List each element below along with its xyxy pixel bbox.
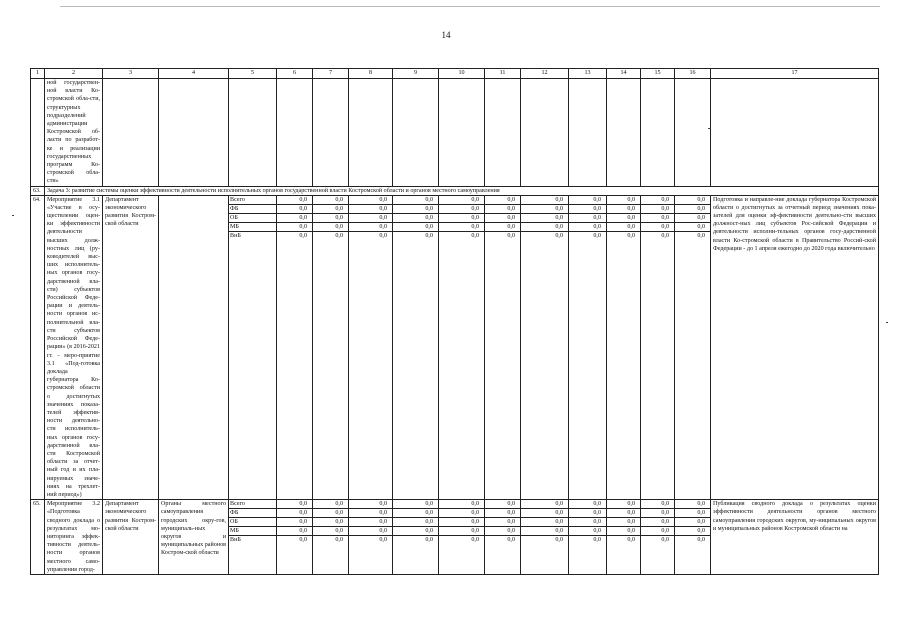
amount-value: 0,0 xyxy=(313,204,348,213)
amount-value: 0,0 xyxy=(521,204,568,213)
amount-value: 0,0 xyxy=(675,204,710,213)
scan-speck xyxy=(708,128,710,129)
amount-value: 0,0 xyxy=(439,509,484,518)
value-cell xyxy=(313,195,349,500)
value-cell xyxy=(485,500,521,575)
column-header: 1 xyxy=(31,69,45,79)
funding-source: ВнБ xyxy=(230,232,241,239)
row-number-cell: 63. xyxy=(31,186,45,195)
amount-value: 0,0 xyxy=(661,537,669,544)
value-cell xyxy=(607,500,641,575)
amount-value: 0,0 xyxy=(521,518,568,527)
amount-value: 0,0 xyxy=(349,196,392,205)
column-header: 17 xyxy=(711,69,879,79)
row-number-cell xyxy=(31,79,45,187)
amount-value: 0,0 xyxy=(277,509,312,518)
value-cell xyxy=(439,195,485,500)
scan-speck xyxy=(12,215,14,216)
amount-value: 0,0 xyxy=(675,509,710,518)
amount-value: 0,0 xyxy=(569,222,606,231)
amount-value: 0,0 xyxy=(521,500,568,509)
source-cell xyxy=(229,500,277,575)
amount-value: 0,0 xyxy=(569,204,606,213)
amount-value: 0,0 xyxy=(521,213,568,222)
value-cell xyxy=(641,500,675,575)
amount-value: 0,0 xyxy=(349,518,392,527)
value-cell xyxy=(569,195,607,500)
amount-value: 0,0 xyxy=(349,222,392,231)
column-header: 3 xyxy=(103,69,159,79)
amount-value: 0,0 xyxy=(521,509,568,518)
amount-value: 0,0 xyxy=(393,500,438,509)
funding-source: ОБ xyxy=(229,518,276,527)
amount-value: 0,0 xyxy=(393,509,438,518)
amount-value: 0,0 xyxy=(313,222,348,231)
amount-value: 0,0 xyxy=(485,527,520,536)
amount-value: 0,0 xyxy=(607,222,640,231)
amount-value: 0,0 xyxy=(299,232,307,239)
amount-value: 0,0 xyxy=(641,213,674,222)
amount-value: 0,0 xyxy=(675,213,710,222)
amount-value: 0,0 xyxy=(277,196,312,205)
value-cell xyxy=(521,195,569,500)
amount-value: 0,0 xyxy=(641,518,674,527)
top-rule xyxy=(60,6,880,7)
amount-value: 0,0 xyxy=(697,232,705,239)
amount-value: 0,0 xyxy=(607,509,640,518)
amount-value: 0,0 xyxy=(593,232,601,239)
column-header: 12 xyxy=(521,69,569,79)
column-header: 15 xyxy=(641,69,675,79)
executor-cell: Департамент экономического развития Костром-ской области xyxy=(103,500,159,575)
amount-value: 0,0 xyxy=(485,196,520,205)
value-cell xyxy=(349,195,393,500)
page-number: 14 xyxy=(441,30,451,40)
amount-value: 0,0 xyxy=(485,213,520,222)
amount-value: 0,0 xyxy=(675,500,710,509)
column-header: 6 xyxy=(277,69,313,79)
amount-value: 0,0 xyxy=(641,196,674,205)
amount-value: 0,0 xyxy=(641,204,674,213)
funding-source: Всего xyxy=(229,500,276,509)
table-row xyxy=(31,195,879,500)
value-cell xyxy=(277,500,313,575)
column-header: 11 xyxy=(485,69,521,79)
funding-source: ВнБ xyxy=(230,537,241,544)
task-heading: Задача 3: развитие системы оценки эффективности деятельности исполнительных органов государственной власти Костромской области и органов местного самоуправления xyxy=(45,186,879,195)
column-header: 7 xyxy=(313,69,349,79)
amount-value: 0,0 xyxy=(485,518,520,527)
amount-value: 0,0 xyxy=(349,213,392,222)
amount-value: 0,0 xyxy=(379,537,387,544)
amount-value: 0,0 xyxy=(471,537,479,544)
amount-value: 0,0 xyxy=(379,232,387,239)
scan-speck xyxy=(886,322,888,323)
amount-value: 0,0 xyxy=(521,222,568,231)
funding-source: МБ xyxy=(229,222,276,231)
value-cell xyxy=(641,195,675,500)
value-cell xyxy=(569,500,607,575)
value-cell xyxy=(675,500,711,575)
amount-value: 0,0 xyxy=(507,537,515,544)
column-header: 10 xyxy=(439,69,485,79)
row-number-cell: 64. xyxy=(31,195,45,500)
value-cell xyxy=(439,500,485,575)
amount-value: 0,0 xyxy=(607,527,640,536)
funding-source: ФБ xyxy=(229,204,276,213)
amount-value: 0,0 xyxy=(277,518,312,527)
amount-value: 0,0 xyxy=(393,213,438,222)
amount-value: 0,0 xyxy=(485,500,520,509)
amount-value: 0,0 xyxy=(349,500,392,509)
value-cell xyxy=(393,195,439,500)
value-cell xyxy=(607,195,641,500)
coexecutor-cell: Органы местного самоуправления городских окру-гов, муниципаль-ных округов и муниципальных районов Костром-ской области xyxy=(159,500,229,575)
value-cell xyxy=(313,500,349,575)
amount-value: 0,0 xyxy=(439,204,484,213)
amount-value: 0,0 xyxy=(393,222,438,231)
amount-value: 0,0 xyxy=(393,204,438,213)
amount-value: 0,0 xyxy=(277,527,312,536)
table-row xyxy=(31,500,879,575)
funding-source: ОБ xyxy=(229,213,276,222)
amount-value: 0,0 xyxy=(277,204,312,213)
column-header: 4 xyxy=(159,69,229,79)
amount-value: 0,0 xyxy=(569,213,606,222)
amount-value: 0,0 xyxy=(607,518,640,527)
header-row xyxy=(31,69,879,79)
amount-value: 0,0 xyxy=(521,527,568,536)
amount-value: 0,0 xyxy=(569,500,606,509)
amount-value: 0,0 xyxy=(675,196,710,205)
amount-value: 0,0 xyxy=(471,232,479,239)
program-table xyxy=(30,68,879,575)
amount-value: 0,0 xyxy=(425,537,433,544)
amount-value: 0,0 xyxy=(641,527,674,536)
column-header: 14 xyxy=(607,69,641,79)
amount-value: 0,0 xyxy=(393,196,438,205)
amount-value: 0,0 xyxy=(675,518,710,527)
amount-value: 0,0 xyxy=(521,196,568,205)
amount-value: 0,0 xyxy=(335,232,343,239)
amount-value: 0,0 xyxy=(313,196,348,205)
amount-value: 0,0 xyxy=(439,527,484,536)
column-header: 16 xyxy=(675,69,711,79)
amount-value: 0,0 xyxy=(607,204,640,213)
amount-value: 0,0 xyxy=(313,509,348,518)
result-cell: Подготовка и направле-ние доклада губернатора Костромской области о достигнутых за отчетный период значениях пока-зателей для оценки эф-фективности деятельно-сти высших должност-ных лиц субъектов Рос-сийской Федерации и деятельности исполни-тельных органов госу-дарственной власти Ко-стромской области в Правительство Россий-ской Федерации - до 1 апреля ежегодно до 2020 года включительно xyxy=(711,195,879,500)
column-header: 5 xyxy=(229,69,277,79)
amount-value: 0,0 xyxy=(277,213,312,222)
amount-value: 0,0 xyxy=(697,537,705,544)
amount-value: 0,0 xyxy=(299,537,307,544)
amount-value: 0,0 xyxy=(661,232,669,239)
amount-value: 0,0 xyxy=(313,518,348,527)
value-cell xyxy=(349,500,393,575)
executor-cell: Департамент экономического развития Костром-ской области xyxy=(103,195,159,500)
amount-value: 0,0 xyxy=(349,509,392,518)
amount-value: 0,0 xyxy=(485,222,520,231)
amount-value: 0,0 xyxy=(641,222,674,231)
amount-value: 0,0 xyxy=(277,500,312,509)
task-row xyxy=(31,186,879,195)
amount-value: 0,0 xyxy=(555,232,563,239)
amount-value: 0,0 xyxy=(507,232,515,239)
amount-value: 0,0 xyxy=(675,222,710,231)
amount-value: 0,0 xyxy=(485,509,520,518)
amount-value: 0,0 xyxy=(569,527,606,536)
amount-value: 0,0 xyxy=(425,232,433,239)
result-cell: Публикация сводного доклада о результатах оценки эффективности деятельности органов местного самоуправления городских округов, му-ниципальных округов и муниципальных районов Костромской области на xyxy=(711,500,879,575)
amount-value: 0,0 xyxy=(439,518,484,527)
amount-value: 0,0 xyxy=(439,213,484,222)
column-header: 9 xyxy=(393,69,439,79)
coexecutor-cell xyxy=(159,195,229,500)
amount-value: 0,0 xyxy=(607,500,640,509)
amount-value: 0,0 xyxy=(349,527,392,536)
column-header: 8 xyxy=(349,69,393,79)
value-cell xyxy=(393,500,439,575)
amount-value: 0,0 xyxy=(555,537,563,544)
amount-value: 0,0 xyxy=(569,509,606,518)
source-cell xyxy=(229,195,277,500)
amount-value: 0,0 xyxy=(439,500,484,509)
amount-value: 0,0 xyxy=(607,196,640,205)
value-cell xyxy=(675,195,711,500)
funding-source: ФБ xyxy=(229,509,276,518)
amount-value: 0,0 xyxy=(349,204,392,213)
funding-source: МБ xyxy=(229,527,276,536)
funding-source: Всего xyxy=(229,196,276,205)
measure-cell: Мероприятие 3.2 «Подготовка сводного доклада о результатах мо-ниторинга эффек-тивности деятель-ности органов местного само-управления город- xyxy=(45,500,103,575)
amount-value: 0,0 xyxy=(641,509,674,518)
amount-value: 0,0 xyxy=(393,527,438,536)
amount-value: 0,0 xyxy=(627,537,635,544)
amount-value: 0,0 xyxy=(593,537,601,544)
amount-value: 0,0 xyxy=(439,196,484,205)
amount-value: 0,0 xyxy=(335,537,343,544)
table-row xyxy=(31,79,879,187)
amount-value: 0,0 xyxy=(485,204,520,213)
value-cell xyxy=(485,195,521,500)
amount-value: 0,0 xyxy=(569,196,606,205)
row-number-cell: 65. xyxy=(31,500,45,575)
amount-value: 0,0 xyxy=(569,518,606,527)
amount-value: 0,0 xyxy=(607,213,640,222)
amount-value: 0,0 xyxy=(641,500,674,509)
amount-value: 0,0 xyxy=(313,213,348,222)
measure-cell: Мероприятие 3.1 «Участие в осу-ществлении оцен-ки эффективности деятельности высших долж-ностных лиц (ру-ководителей выс-ших исполнитель-ных органов госу-дарственной вла-сти) субъектов Российской Феде-рации и деятель-ности органов ис-полнительной вла-сти субъектов Российской Феде-рации» (в 2016-2021 гг. - меро-приятие 3.1 «Под-готовка доклада губернатора Ко-стромской области о достигнутых значениях показа-телей эффектив-ности деятельно-сти исполнитель-ных органов госу-дарственной вла-сти Костромской области за отчет-ный год и их пла-нируемых значе-ниях на трехлет-ний период») xyxy=(45,195,103,500)
column-header: 13 xyxy=(569,69,607,79)
amount-value: 0,0 xyxy=(277,222,312,231)
amount-value: 0,0 xyxy=(313,527,348,536)
measure-cell: ной государствен-ной власти Ко-стромской обла-сти, структурных подразделений администрации Костромской об-ласти по разработ-ке и реализации государственных программ Ко-стромской обла-сти» xyxy=(45,79,103,187)
value-cell xyxy=(277,195,313,500)
column-header: 2 xyxy=(45,69,103,79)
amount-value: 0,0 xyxy=(675,527,710,536)
amount-value: 0,0 xyxy=(313,500,348,509)
value-cell xyxy=(521,500,569,575)
amount-value: 0,0 xyxy=(627,232,635,239)
amount-value: 0,0 xyxy=(393,518,438,527)
amount-value: 0,0 xyxy=(439,222,484,231)
